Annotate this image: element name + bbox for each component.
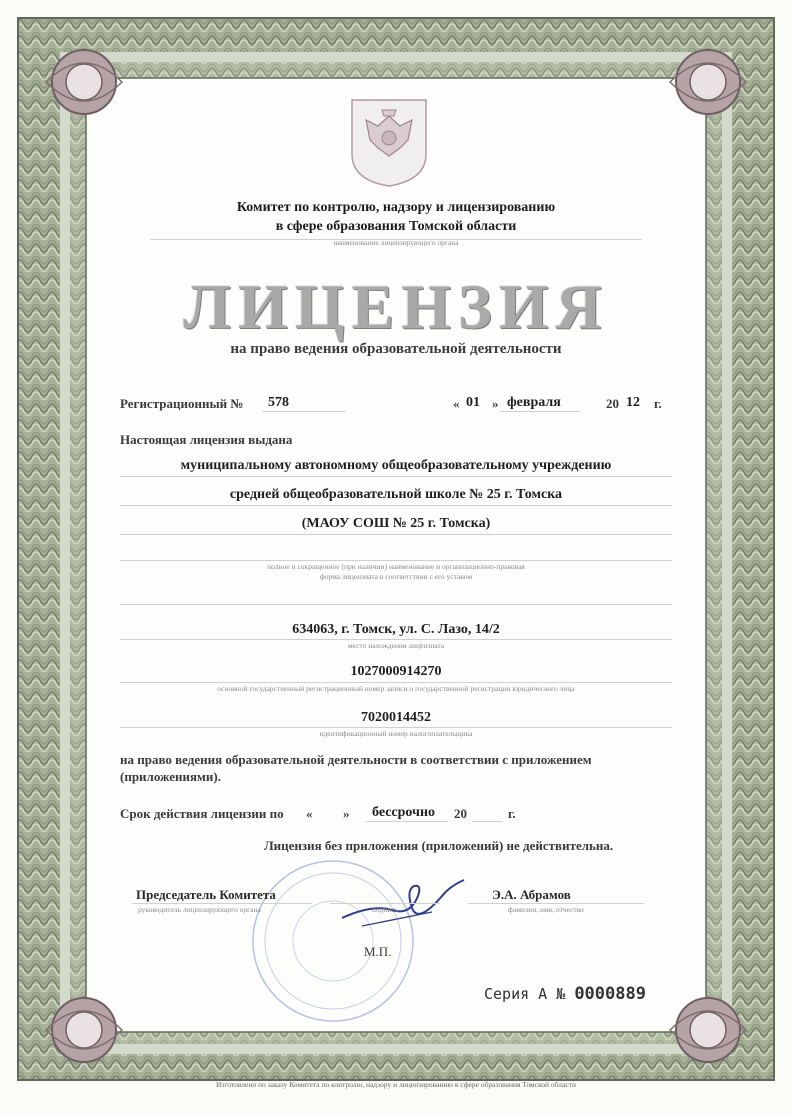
licensee-caption-1: полное и сокращенное (при наличии) наименование и организационно-правовая bbox=[267, 562, 525, 571]
series-value: 0000889 bbox=[574, 984, 646, 1004]
ogrn-value: 1027000914270 bbox=[350, 664, 442, 679]
licensee-line-1: муниципальному автономному общеобразовательному учреждению bbox=[180, 458, 612, 473]
registration-number: 578 bbox=[268, 395, 289, 410]
year-suffix: 12 bbox=[626, 395, 640, 410]
corner-ornament-bottom-right bbox=[660, 982, 756, 1078]
document-title: ЛИЦЕНЗИЯ bbox=[183, 271, 609, 342]
validity-year-prefix: 20 bbox=[454, 806, 467, 821]
ogrn-caption: основной государственный регистрационный номер записи о государственной регистрации юридического лица bbox=[217, 684, 575, 693]
licensee-caption-2: форма лицензиата в соответствии с его уставом bbox=[319, 572, 473, 581]
coat-of-arms-icon bbox=[348, 96, 430, 188]
validity-quote-open: « bbox=[306, 806, 313, 821]
registration-day: 01 bbox=[466, 395, 480, 410]
licensee-address: 634063, г. Томск, ул. С. Лазо, 14/2 bbox=[292, 622, 500, 637]
date-quote-open: « bbox=[453, 396, 460, 411]
validity-value: бессрочно bbox=[372, 805, 436, 820]
signatory-name: Э.А. Абрамов bbox=[492, 887, 571, 902]
year-unit: г. bbox=[654, 396, 662, 411]
licensee-short-name: (МАОУ СОШ № 25 г. Томска) bbox=[301, 516, 491, 531]
year-prefix: 20 bbox=[606, 396, 619, 411]
issued-to-label: Настоящая лицензия выдана bbox=[120, 432, 293, 447]
series-label: Серия А № bbox=[484, 985, 566, 1003]
authority-line-1: Комитет по контролю, надзору и лицензированию bbox=[236, 200, 556, 215]
corner-ornament-top-right bbox=[660, 34, 756, 130]
validity-label: Срок действия лицензии по bbox=[120, 806, 284, 821]
series-number bbox=[484, 984, 646, 1004]
authority-line-2: в сфере образования Томской области bbox=[275, 219, 517, 234]
handwritten-signature bbox=[322, 866, 472, 936]
date-quote-close: » bbox=[492, 396, 499, 411]
registration-month: февраля bbox=[507, 395, 561, 410]
inn-caption: идентификационный номер налогоплательщика bbox=[319, 729, 473, 738]
purpose-line-1: на право ведения образовательной деятельности в соответствии с приложением bbox=[120, 752, 592, 767]
printer-footer: Изготовлено по заказу Комитета по контролю, надзору и лицензированию в сфере образования Томской области bbox=[216, 1080, 576, 1089]
purpose-line-2: (приложениями). bbox=[120, 769, 221, 784]
signatory-position: Председатель Комитета bbox=[136, 887, 276, 902]
signature-caption: подпись bbox=[372, 905, 399, 914]
signatory-position-caption: руководитель лицензирующего органа bbox=[138, 905, 261, 914]
address-caption: место нахождения лицензиата bbox=[347, 641, 445, 650]
seal-place-mark: М.П. bbox=[364, 944, 392, 959]
inn-value: 7020014452 bbox=[361, 710, 431, 725]
licensee-line-2: средней общеобразовательной школе № 25 г. Томска bbox=[229, 487, 563, 502]
registration-label: Регистрационный № bbox=[120, 396, 244, 411]
validity-year-unit: г. bbox=[508, 806, 516, 821]
corner-ornament-bottom-left bbox=[36, 982, 132, 1078]
signatory-name-caption: фамилия, имя, отчество bbox=[508, 905, 584, 914]
validity-quote-close: » bbox=[343, 806, 350, 821]
validity-note: Лицензия без приложения (приложений) не действительна. bbox=[264, 838, 614, 853]
authority-caption: наименование лицензирующего органа bbox=[333, 238, 459, 247]
licensing-authority bbox=[150, 198, 642, 236]
document-subtitle: на право ведения образовательной деятельности bbox=[230, 341, 562, 357]
corner-ornament-top-left bbox=[36, 34, 132, 130]
